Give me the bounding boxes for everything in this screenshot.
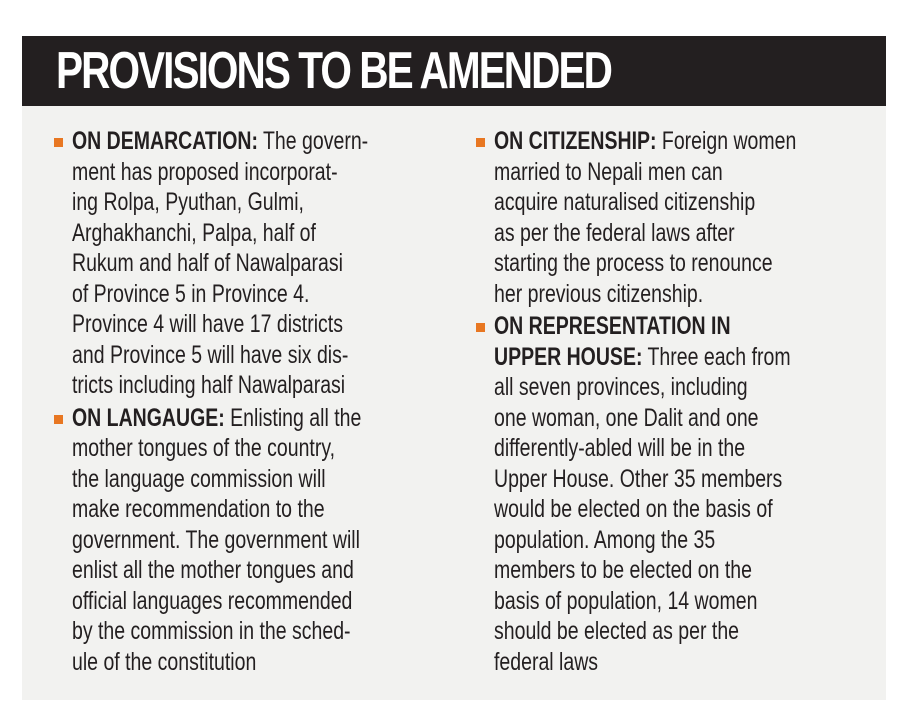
provision-line: the language commission will [72, 464, 326, 493]
provision-label: ON CITIZENSHIP: [494, 127, 657, 155]
provision-line: Arghakhanchi, Palpa, half of [72, 218, 316, 247]
provision-line: ment has proposed incorporat- [72, 157, 338, 186]
provision-first-line [72, 403, 431, 434]
provision-line: enlist all the mother tongues and [72, 556, 354, 584]
provision-line: make recommendation to the [72, 495, 325, 523]
provision-line: differently-abled will be in the [494, 434, 746, 462]
provision-line: members to be elected on the [494, 556, 752, 584]
provision-text [494, 126, 853, 309]
provision-line: tricts including half Nawalparasi [72, 371, 346, 399]
provision-label: ON LANGAUGE: [72, 403, 225, 432]
provision-label-continued: UPPER HOUSE: [494, 342, 643, 371]
provision-line: The govern- [257, 127, 369, 155]
provision-line: and Province 5 will have six dis- [72, 340, 349, 369]
provision-text [72, 126, 431, 401]
provision-label: ON DEMARCATION: [72, 127, 258, 155]
infobox-panel [22, 36, 886, 700]
provision-line: basis of population, 14 women [494, 586, 758, 615]
provision-line: acquire naturalised citizenship [494, 188, 756, 216]
provision-item-representation [470, 311, 860, 677]
provision-text [494, 311, 853, 677]
provision-item-citizenship [470, 126, 860, 309]
provision-line: one woman, one Dalit and one [494, 403, 759, 432]
left-column [48, 126, 438, 679]
provision-line: starting the process to renounce [494, 249, 773, 277]
provision-line: Rukum and half of Nawalparasi [72, 249, 343, 277]
provision-line: ule of the constitution [72, 647, 257, 676]
provision-line: Enlisting all the [224, 403, 362, 432]
provision-line: ing Rolpa, Pyuthan, Gulmi, [72, 188, 304, 216]
bullet-square-icon [476, 323, 485, 332]
provision-line: married to Nepali men can [494, 157, 723, 186]
provision-line: official languages recommended [72, 586, 353, 615]
bullet-square-icon [476, 138, 485, 147]
provision-line: mother tongues of the country, [72, 434, 336, 462]
right-column [470, 126, 860, 679]
bullet-square-icon [54, 138, 63, 147]
provision-line: government. The government will [72, 525, 360, 554]
provision-label: ON REPRESENTATION IN [494, 312, 731, 340]
bullet-square-icon [54, 415, 63, 424]
provision-line: all seven provinces, including [494, 373, 748, 401]
provision-line: would be elected on the basis of [494, 495, 773, 523]
provision-first-line [494, 126, 853, 157]
provision-line: federal laws [494, 647, 599, 676]
provision-first-line [494, 342, 853, 373]
provision-line: should be elected as per the [494, 617, 740, 645]
provision-line: Province 4 will have 17 districts [72, 310, 343, 338]
provision-item-language [48, 403, 438, 678]
provision-text [72, 403, 431, 678]
provision-line: her previous citizenship. [494, 279, 704, 308]
provision-line: population. Among the 35 [494, 525, 716, 554]
provision-item-demarcation [48, 126, 438, 401]
provision-line: by the commission in the sched- [72, 617, 351, 645]
provision-line: Three each from [642, 342, 791, 371]
provision-line: of Province 5 in Province 4. [72, 279, 310, 308]
provision-line: Foreign women [656, 127, 797, 155]
provision-line: as per the federal laws after [494, 218, 735, 247]
title-bar [22, 36, 886, 106]
infobox-title: PROVISIONS TO BE AMENDED [56, 42, 611, 100]
provision-line: Upper House. Other 35 members [494, 464, 783, 493]
provision-first-line [72, 126, 431, 157]
